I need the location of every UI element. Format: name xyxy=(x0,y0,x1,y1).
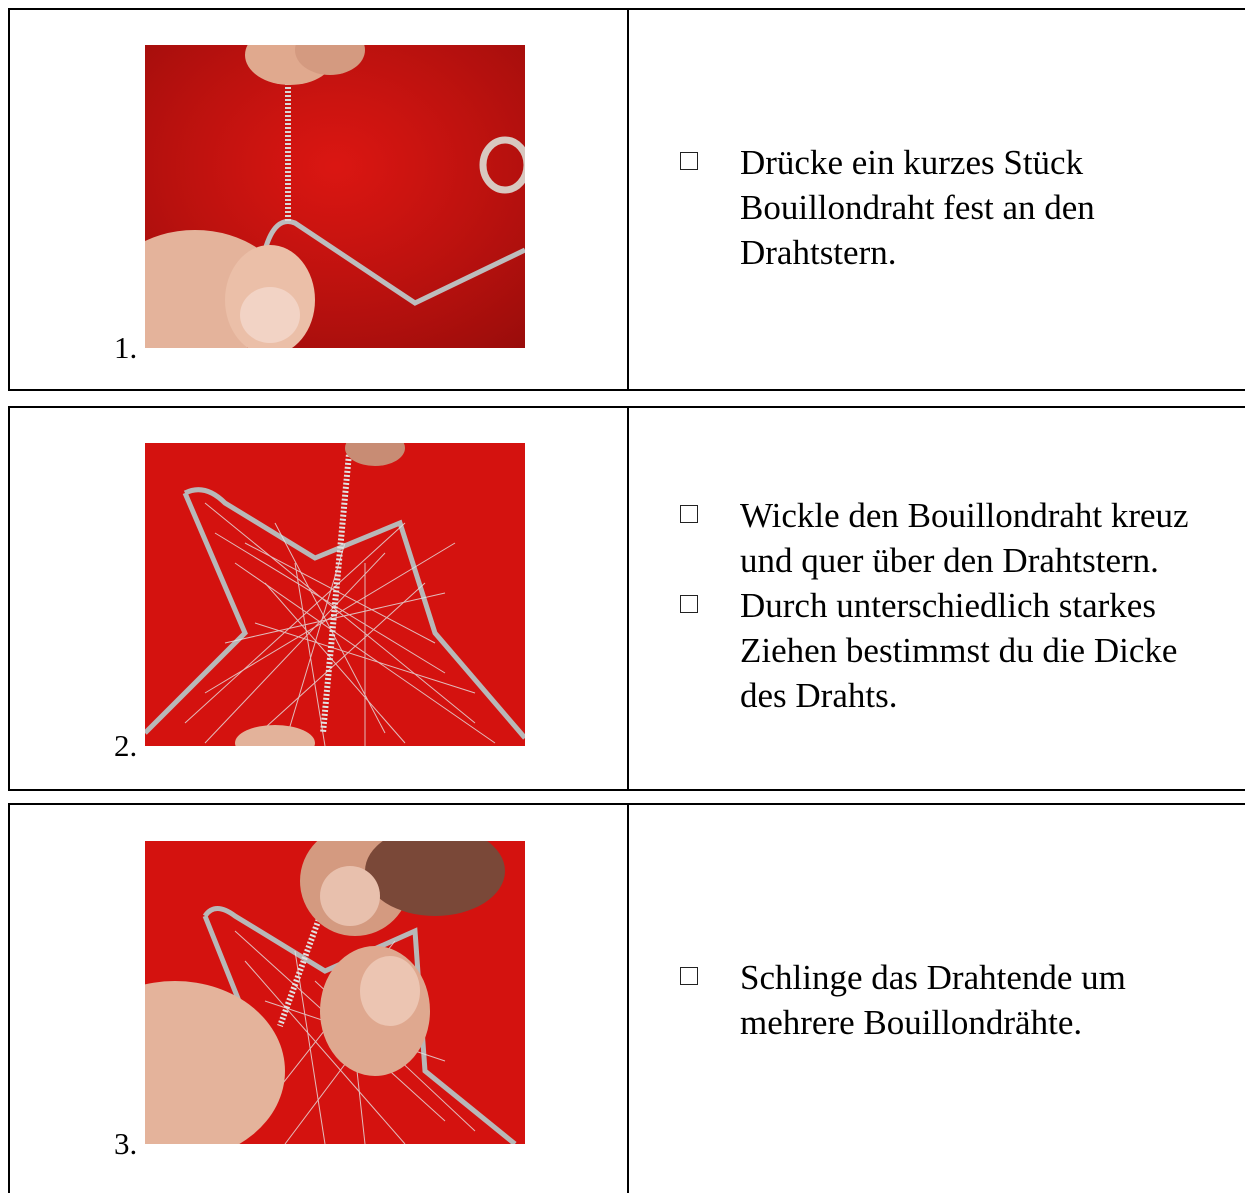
task-list xyxy=(680,493,1220,718)
task-item[interactable] xyxy=(680,140,1220,275)
task-item[interactable] xyxy=(680,955,1220,1045)
checkbox-icon[interactable] xyxy=(680,595,698,613)
task-text: Drücke ein kurzes Stück Bouillondraht fest an den Drahtstern. xyxy=(740,143,1095,272)
checkbox-icon[interactable] xyxy=(680,152,698,170)
hands-pressing-wire-photo xyxy=(145,45,525,348)
column-divider xyxy=(627,408,629,789)
step-number: 3. xyxy=(114,1126,138,1161)
step-number: 1. xyxy=(114,330,138,365)
task-text: Wickle den Bouillondraht kreuz und quer über den Drahtstern. xyxy=(740,496,1189,580)
step-row-2 xyxy=(8,406,1245,791)
step-row-3 xyxy=(8,803,1245,1193)
column-divider xyxy=(627,805,629,1193)
wire-star-wrapped-photo xyxy=(145,443,525,746)
checkbox-icon[interactable] xyxy=(680,967,698,985)
step-row-1 xyxy=(8,8,1245,391)
task-item[interactable] xyxy=(680,493,1220,583)
step-number: 2. xyxy=(114,728,138,763)
looping-wire-end-photo xyxy=(145,841,525,1144)
checkbox-icon[interactable] xyxy=(680,505,698,523)
task-list xyxy=(680,140,1220,275)
task-text: Durch unterschiedlich starkes Ziehen bestimmst du die Dicke des Drahts. xyxy=(740,586,1178,715)
task-list xyxy=(680,955,1220,1045)
column-divider xyxy=(627,10,629,389)
task-text: Schlinge das Drahtende um mehrere Bouillondrähte. xyxy=(740,958,1126,1042)
task-item[interactable] xyxy=(680,583,1220,718)
